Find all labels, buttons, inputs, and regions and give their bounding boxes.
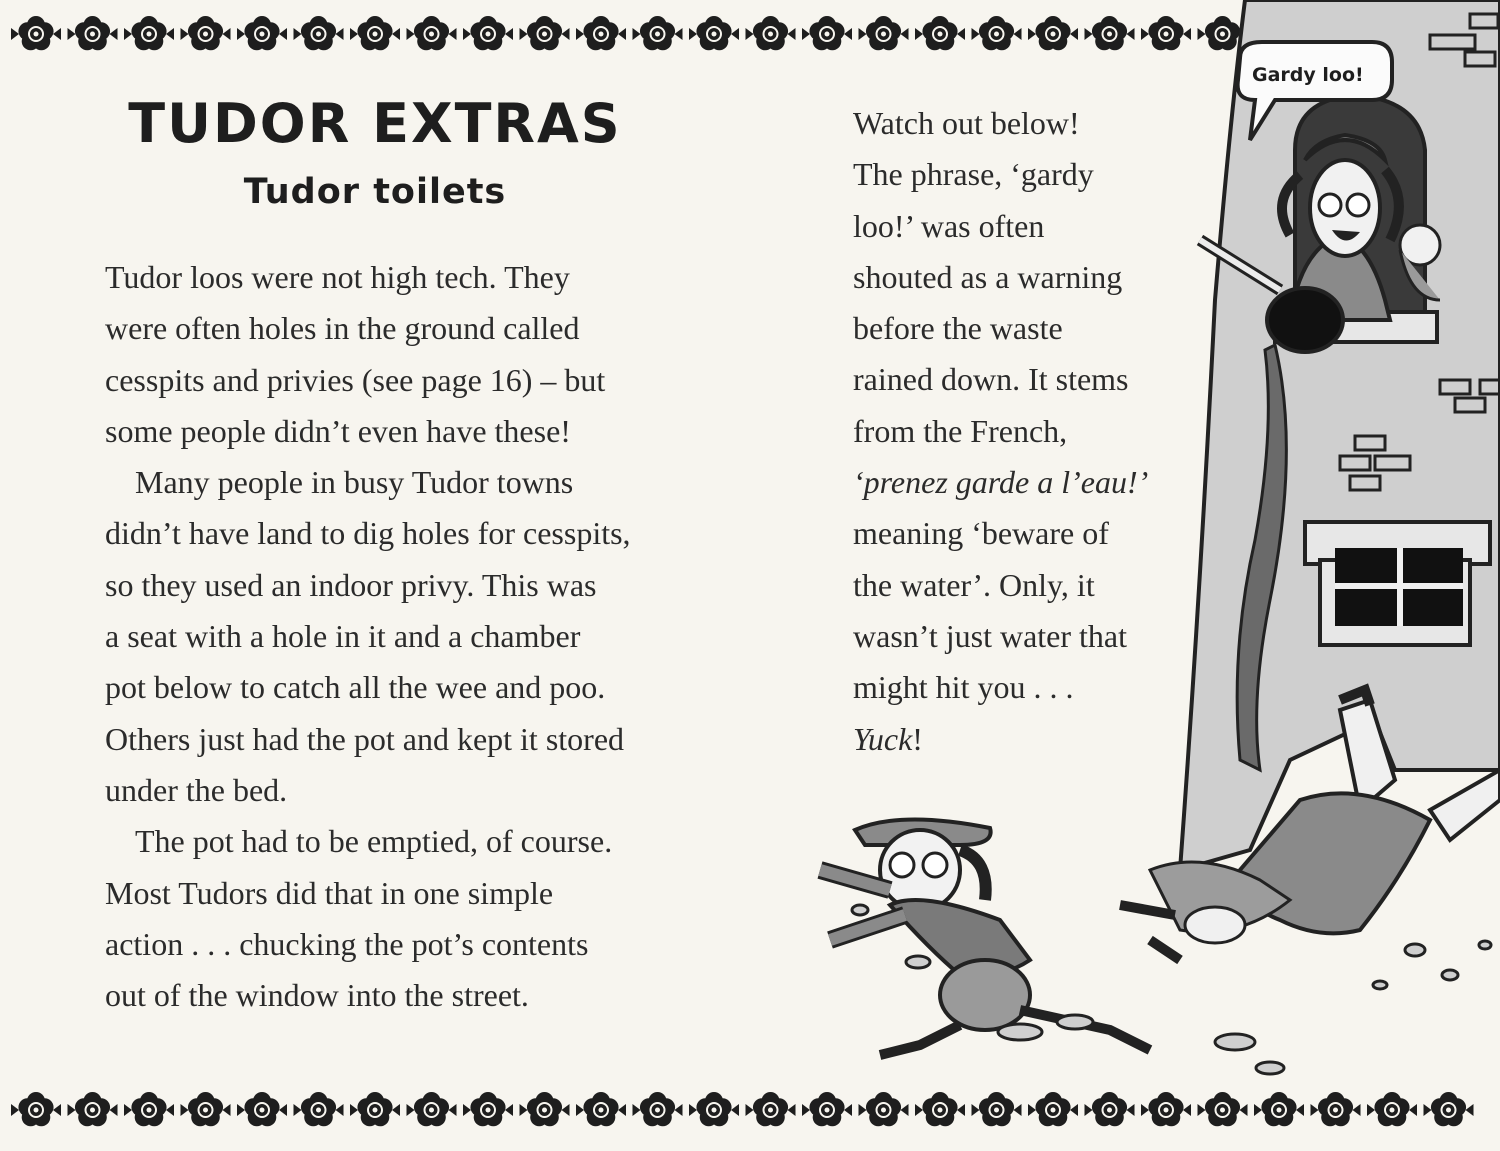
tudor-rose-icon: [1198, 1092, 1248, 1126]
tudor-rose-icon: [11, 16, 61, 50]
tudor-rose-icon: [407, 16, 457, 50]
tudor-rose-icon: [633, 1092, 683, 1126]
tudor-rose-icon: [1367, 1092, 1417, 1126]
tudor-rose-icon: [1424, 1092, 1474, 1126]
tudor-rose-icon: [746, 1092, 796, 1126]
body-line: before the waste: [853, 310, 1063, 347]
body-line: rained down. It stems: [853, 361, 1129, 398]
yuck-word: Yuck: [853, 720, 913, 757]
tudor-rose-icon: [915, 1092, 965, 1126]
tudor-rose-icon: [1141, 1092, 1191, 1126]
tudor-rose-icon: [1085, 1092, 1135, 1126]
body-line: pot below to catch all the wee and poo.: [105, 669, 606, 706]
exclamation: !: [912, 720, 923, 757]
tudor-rose-icon: [802, 1092, 852, 1126]
french-phrase-line: ‘prenez garde a l’eau!’: [853, 464, 1149, 501]
body-line: The pot had to be emptied, of course.: [135, 823, 613, 860]
tudor-rose-icon: [68, 1092, 118, 1126]
tudor-rose-icon: [689, 1092, 739, 1126]
body-line: a seat with a hole in it and a chamber: [105, 618, 581, 655]
page-title: TUDOR EXTRAS: [128, 92, 622, 155]
body-line: Many people in busy Tudor towns: [135, 464, 574, 501]
body-line: out of the window into the street.: [105, 977, 529, 1014]
body-line: Watch out below!: [853, 105, 1080, 141]
speech-bubble-text: Gardy loo!: [1252, 64, 1364, 86]
body-line: under the bed.: [105, 771, 288, 808]
body-line: Most Tudors did that in one simple: [105, 874, 554, 911]
body-line: so they used an indoor privy. This was: [105, 566, 597, 603]
tudor-rose-icon: [181, 16, 231, 50]
tudor-rose-icon: [124, 16, 174, 50]
body-line: wasn’t just water that: [853, 617, 1128, 654]
tudor-rose-icon: [294, 1092, 344, 1126]
tudor-rose-icon: [520, 16, 570, 50]
bottom-rose-border: [0, 1088, 1500, 1132]
body-line: cesspits and privies (see page 16) – but: [105, 361, 606, 398]
tudor-rose-icon: [1254, 1092, 1304, 1126]
body-line: the water’. Only, it: [853, 566, 1095, 603]
body-line: from the French,: [853, 412, 1068, 449]
tudor-rose-icon: [1311, 1092, 1361, 1126]
tudor-rose-icon: [633, 16, 683, 50]
body-line: loo!’ was often: [853, 207, 1045, 244]
section-subtitle: Tudor toilets: [243, 172, 507, 212]
body-line: The phrase, ‘gardy: [853, 156, 1094, 193]
body-line: meaning ‘beware of: [853, 515, 1109, 552]
tudor-rose-icon: [463, 16, 513, 50]
body-line: shouted as a warning: [853, 258, 1123, 295]
tudor-rose-icon: [689, 16, 739, 50]
tudor-rose-icon: [350, 16, 400, 50]
tudor-rose-icon: [237, 1092, 287, 1126]
tudor-rose-icon: [350, 1092, 400, 1126]
running-boy: [820, 819, 1150, 1055]
body-line: were often holes in the ground called: [105, 310, 580, 347]
tudor-rose-icon: [520, 1092, 570, 1126]
body-line: some people didn’t even have these!: [105, 412, 571, 449]
body-line: action . . . chucking the pot’s contents: [105, 925, 589, 962]
tudor-rose-icon: [463, 1092, 513, 1126]
tudor-rose-icon: [859, 1092, 909, 1126]
tudor-rose-icon: [294, 16, 344, 50]
tudor-rose-icon: [746, 16, 796, 50]
body-line: Tudor loos were not high tech. They: [105, 259, 570, 295]
left-text-column: [105, 252, 665, 1021]
lower-window: [1305, 522, 1490, 645]
body-line: might hit you . . .: [853, 669, 1074, 706]
tudor-rose-icon: [124, 1092, 174, 1126]
tudor-rose-icon: [68, 16, 118, 50]
tudor-rose-icon: [11, 1092, 61, 1126]
tudor-rose-icon: [181, 1092, 231, 1126]
tudor-rose-icon: [972, 1092, 1022, 1126]
body-line: Others just had the pot and kept it stored: [105, 720, 625, 757]
body-line: didn’t have land to dig holes for cesspits,: [105, 515, 631, 552]
tudor-rose-icon: [407, 1092, 457, 1126]
tudor-street-scene-illustration: [800, 0, 1500, 1080]
tudor-rose-icon: [237, 16, 287, 50]
tudor-rose-icon: [576, 1092, 626, 1126]
tudor-rose-icon: [576, 16, 626, 50]
tudor-rose-icon: [1028, 1092, 1078, 1126]
